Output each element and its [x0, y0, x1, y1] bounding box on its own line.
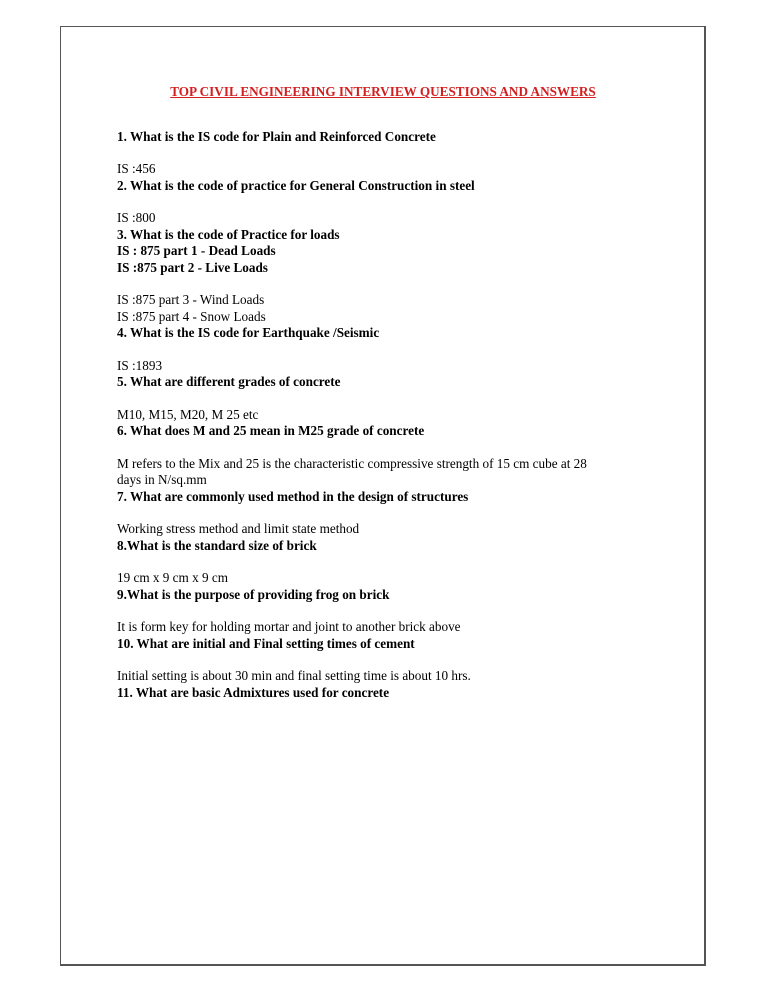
answer-1: IS :456	[117, 161, 156, 176]
answer-5: M10, M15, M20, M 25 etc	[117, 406, 259, 422]
question-6: 6. What does M and 25 mean in M25 grade of concrete	[117, 423, 425, 438]
question-10: 10. What are initial and Final setting times of cement	[117, 635, 415, 651]
question-4: 4. What is the IS code for Earthquake /Seismic	[117, 325, 380, 340]
question-3-line-3: IS :875 part 2 - Live Loads	[117, 259, 268, 275]
answer-8: 19 cm x 9 cm x 9 cm	[117, 570, 228, 585]
answer-3-line-2: IS :875 part 4 - Snow Loads	[117, 308, 266, 324]
question-9: 9.What is the purpose of providing frog on brick	[117, 586, 390, 602]
answer-6-line-1: M refers to the Mix and 25 is the characteristic compressive strength of 15 cm cube at 28	[117, 455, 587, 471]
answer-10: Initial setting is about 30 min and final setting time is about 10 hrs.	[117, 668, 471, 683]
answer-9: It is form key for holding mortar and joint to another brick above	[117, 619, 461, 634]
answer-2: IS :800	[117, 210, 156, 225]
question-3: 3. What is the code of Practice for loads	[117, 226, 340, 242]
question-8: 8.What is the standard size of brick	[117, 537, 317, 553]
answer-3-line-1: IS :875 part 3 - Wind Loads	[117, 292, 265, 307]
question-5: 5. What are different grades of concrete	[117, 374, 341, 389]
answer-6-line-2: days in N/sq.mm	[117, 472, 207, 487]
answer-7: Working stress method and limit state method	[117, 521, 360, 536]
question-1: 1. What is the IS code for Plain and Reinforced Concrete	[117, 128, 436, 144]
question-3-line-2: IS : 875 part 1 - Dead Loads	[117, 243, 276, 258]
question-11: 11. What are basic Admixtures used for concrete	[117, 684, 390, 700]
document-content	[117, 84, 637, 701]
question-7: 7. What are commonly used method in the design of structures	[117, 488, 469, 504]
answer-4: IS :1893	[117, 357, 163, 373]
document-title: TOP CIVIL ENGINEERING INTERVIEW QUESTIONS AND ANSWERS	[170, 84, 596, 99]
question-2: 2. What is the code of practice for General Construction in steel	[117, 177, 475, 193]
